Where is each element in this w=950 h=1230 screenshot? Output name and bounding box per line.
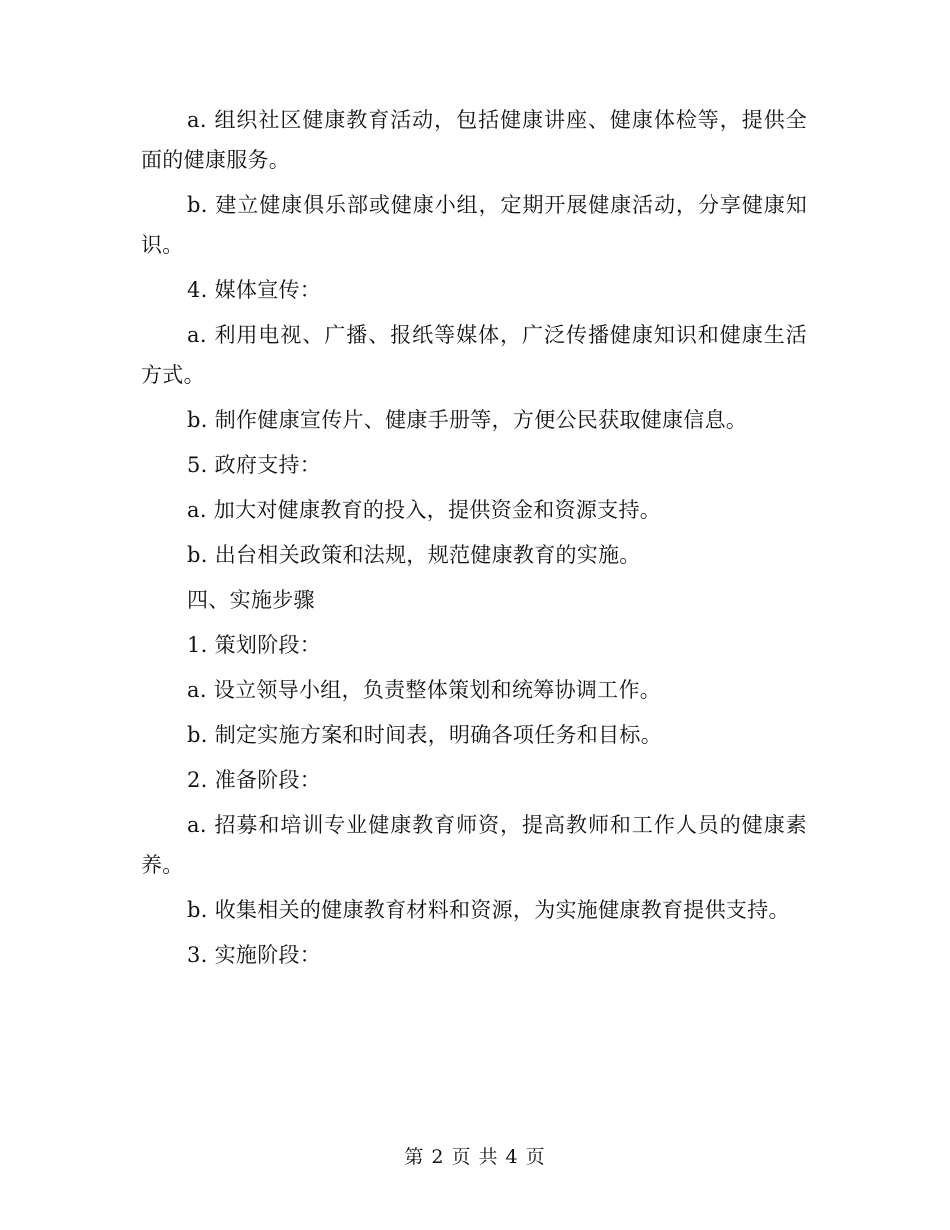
paragraph-2: b. 建立健康俱乐部或健康小组，定期开展健康活动，分享健康知识。 [141, 193, 807, 257]
paragraph-8: b. 制定实施方案和时间表，明确各项任务和目标。 [187, 723, 662, 747]
subheading-implementation: 3. 实施阶段： [187, 943, 322, 967]
paragraph-6: b. 出台相关政策和法规，规范健康教育的实施。 [187, 543, 641, 567]
document-body [141, 100, 807, 980]
paragraph-10: b. 收集相关的健康教育材料和资源，为实施健康教育提供支持。 [187, 898, 790, 922]
section-heading-steps: 四、实施步骤 [187, 588, 315, 612]
paragraph-7: a. 设立领导小组，负责整体策划和统筹协调工作。 [187, 678, 662, 702]
subheading-preparation: 2. 准备阶段： [187, 768, 322, 792]
paragraph-4: b. 制作健康宣传片、健康手册等，方便公民获取健康信息。 [187, 408, 748, 432]
section-heading-government: 5. 政府支持： [187, 453, 322, 477]
paragraph-5: a. 加大对健康教育的投入，提供资金和资源支持。 [187, 498, 662, 522]
subheading-planning: 1. 策划阶段： [187, 633, 322, 657]
paragraph-1: a. 组织社区健康教育活动，包括健康讲座、健康体检等，提供全面的健康服务。 [141, 108, 807, 172]
paragraph-9: a. 招募和培训专业健康教育师资，提高教师和工作人员的健康素养。 [141, 813, 807, 877]
page-footer: 第 2 页 共 4 页 [404, 1146, 546, 1168]
paragraph-3: a. 利用电视、广播、报纸等媒体，广泛传播健康知识和健康生活方式。 [141, 323, 807, 387]
section-heading-media: 4. 媒体宣传： [187, 278, 322, 302]
